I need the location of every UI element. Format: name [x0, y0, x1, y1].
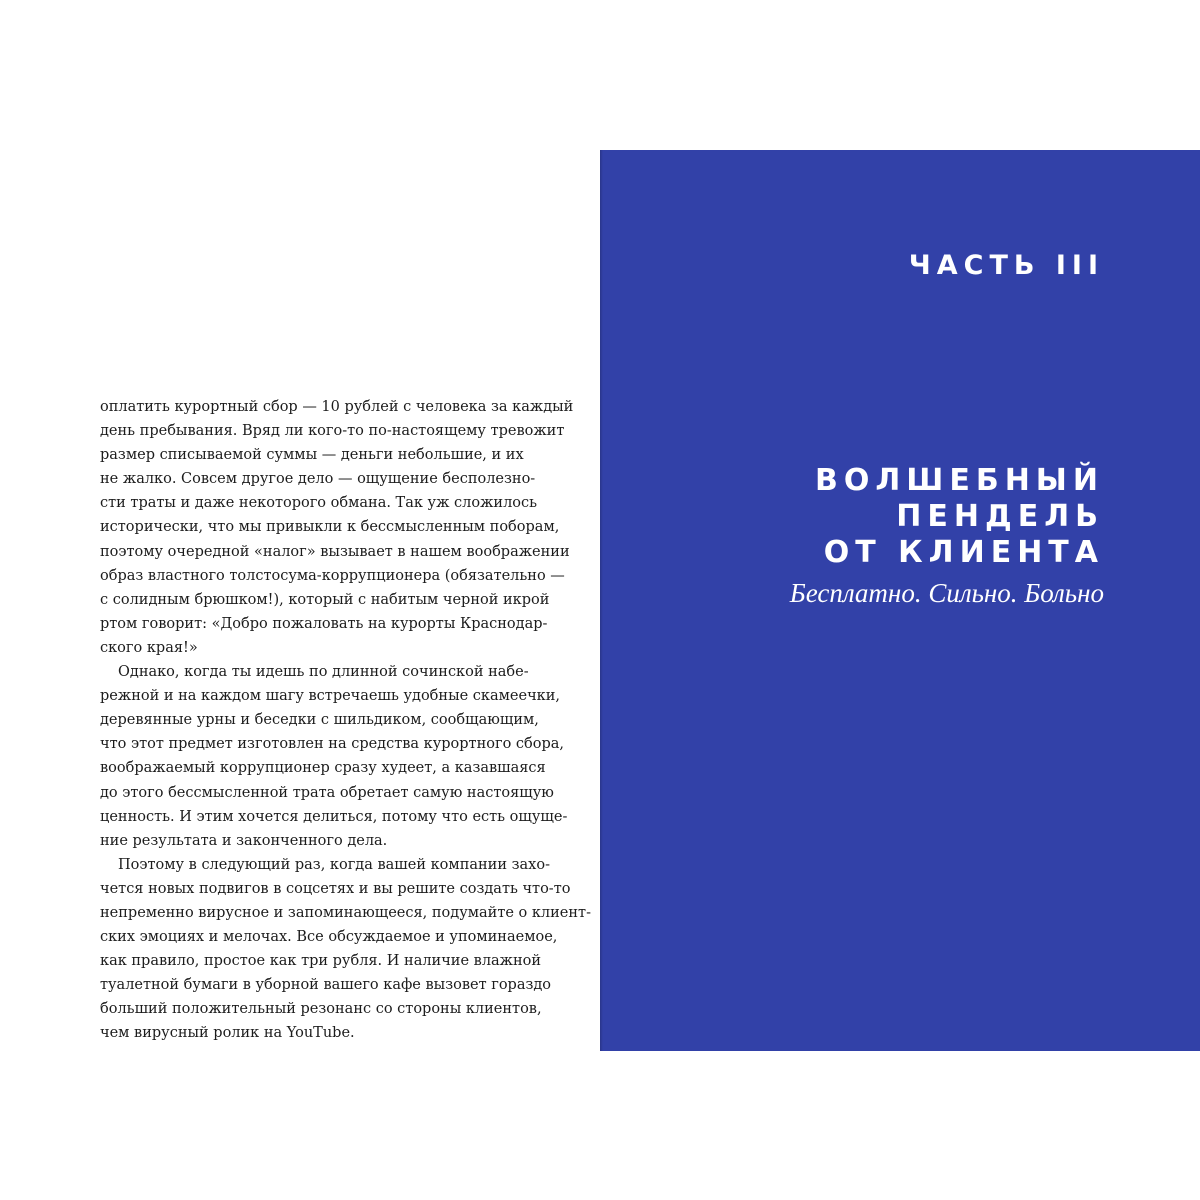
text-line: не жалко. Совсем другое дело — ощущение бесполезно- — [100, 471, 536, 488]
text-line: что этот предмет изготовлен на средства курортного сбора, — [100, 736, 565, 753]
text-line: ртом говорит: «Добро пожаловать на курорты Краснодар- — [100, 615, 548, 632]
body-text — [100, 395, 591, 1046]
chapter-title — [684, 463, 1104, 571]
text-line: ских эмоциях и мелочах. Все обсуждаемое и упоминаемое, — [100, 929, 558, 946]
paragraph-2 — [100, 660, 568, 853]
text-line: образ властного толстосума-коррупционера (обязательно — — [100, 567, 565, 584]
text-line: ценность. И этим хочется делиться, потому что есть ощуще- — [100, 808, 568, 825]
text-line: непременно вирусное и запоминающееся, подумайте о клиент- — [100, 904, 591, 921]
left-page — [0, 150, 600, 1050]
text-line: Поэтому в следующий раз, когда вашей компании захо- — [118, 856, 550, 873]
text-line: воображаемый коррупционер сразу худеет, а казавшаяся — [100, 760, 546, 777]
text-line: оплатить курортный сбор — 10 рублей с человека за каждый — [100, 399, 574, 415]
text-line: как правило, простое как три рубля. И наличие влажной — [100, 953, 542, 970]
part-label: ЧАСТЬ III — [908, 250, 1104, 281]
text-line: поэтому очередной «налог» вызывает в нашем воображении — [100, 543, 570, 560]
text-line: с солидным брюшком!), который с набитым черной икрой — [100, 591, 550, 608]
text-line: ние результата и законченного дела. — [100, 832, 388, 849]
text-line: режной и на каждом шагу встречаешь удобные скамеечки, — [100, 688, 560, 705]
text-line: сти траты и даже некоторого обмана. Так уж сложилось — [100, 495, 538, 512]
text-line: день пребывания. Вряд ли кого-то по-настоящему тревожит — [100, 423, 565, 440]
text-line: деревянные урны и беседки с шильдиком, сообщающим, — [100, 712, 539, 729]
chapter-title-line: ПЕНДЕЛЬ — [896, 499, 1104, 534]
gutter-shadow — [600, 150, 603, 1051]
paragraph-1 — [100, 395, 574, 660]
text-line: размер списываемой суммы — деньги небольшие, и их — [100, 447, 524, 464]
text-line: Однако, когда ты идешь по длинной сочинской набе- — [118, 664, 529, 681]
text-line: больший положительный резонанс со стороны клиентов, — [100, 1001, 542, 1018]
right-page — [600, 150, 1200, 1051]
chapter-title-line: ОТ КЛИЕНТА — [823, 535, 1104, 570]
chapter-title-line: ВОЛШЕБНЫЙ — [814, 463, 1104, 498]
text-line: туалетной бумаги в уборной вашего кафе вызовет гораздо — [100, 977, 552, 994]
chapter-subtitle: Бесплатно. Сильно. Больно — [789, 578, 1104, 608]
text-line: до этого бессмысленной трата обретает самую настоящую — [100, 784, 554, 801]
text-line: чем вирусный ролик на YouTube. — [100, 1025, 355, 1042]
text-line: чется новых подвигов в соцсетях и вы решите создать что-то — [100, 880, 571, 897]
paragraph-3 — [100, 853, 591, 1046]
text-line: ского края!» — [100, 639, 198, 656]
text-line: исторически, что мы привыкли к бессмысленным поборам, — [100, 519, 560, 536]
